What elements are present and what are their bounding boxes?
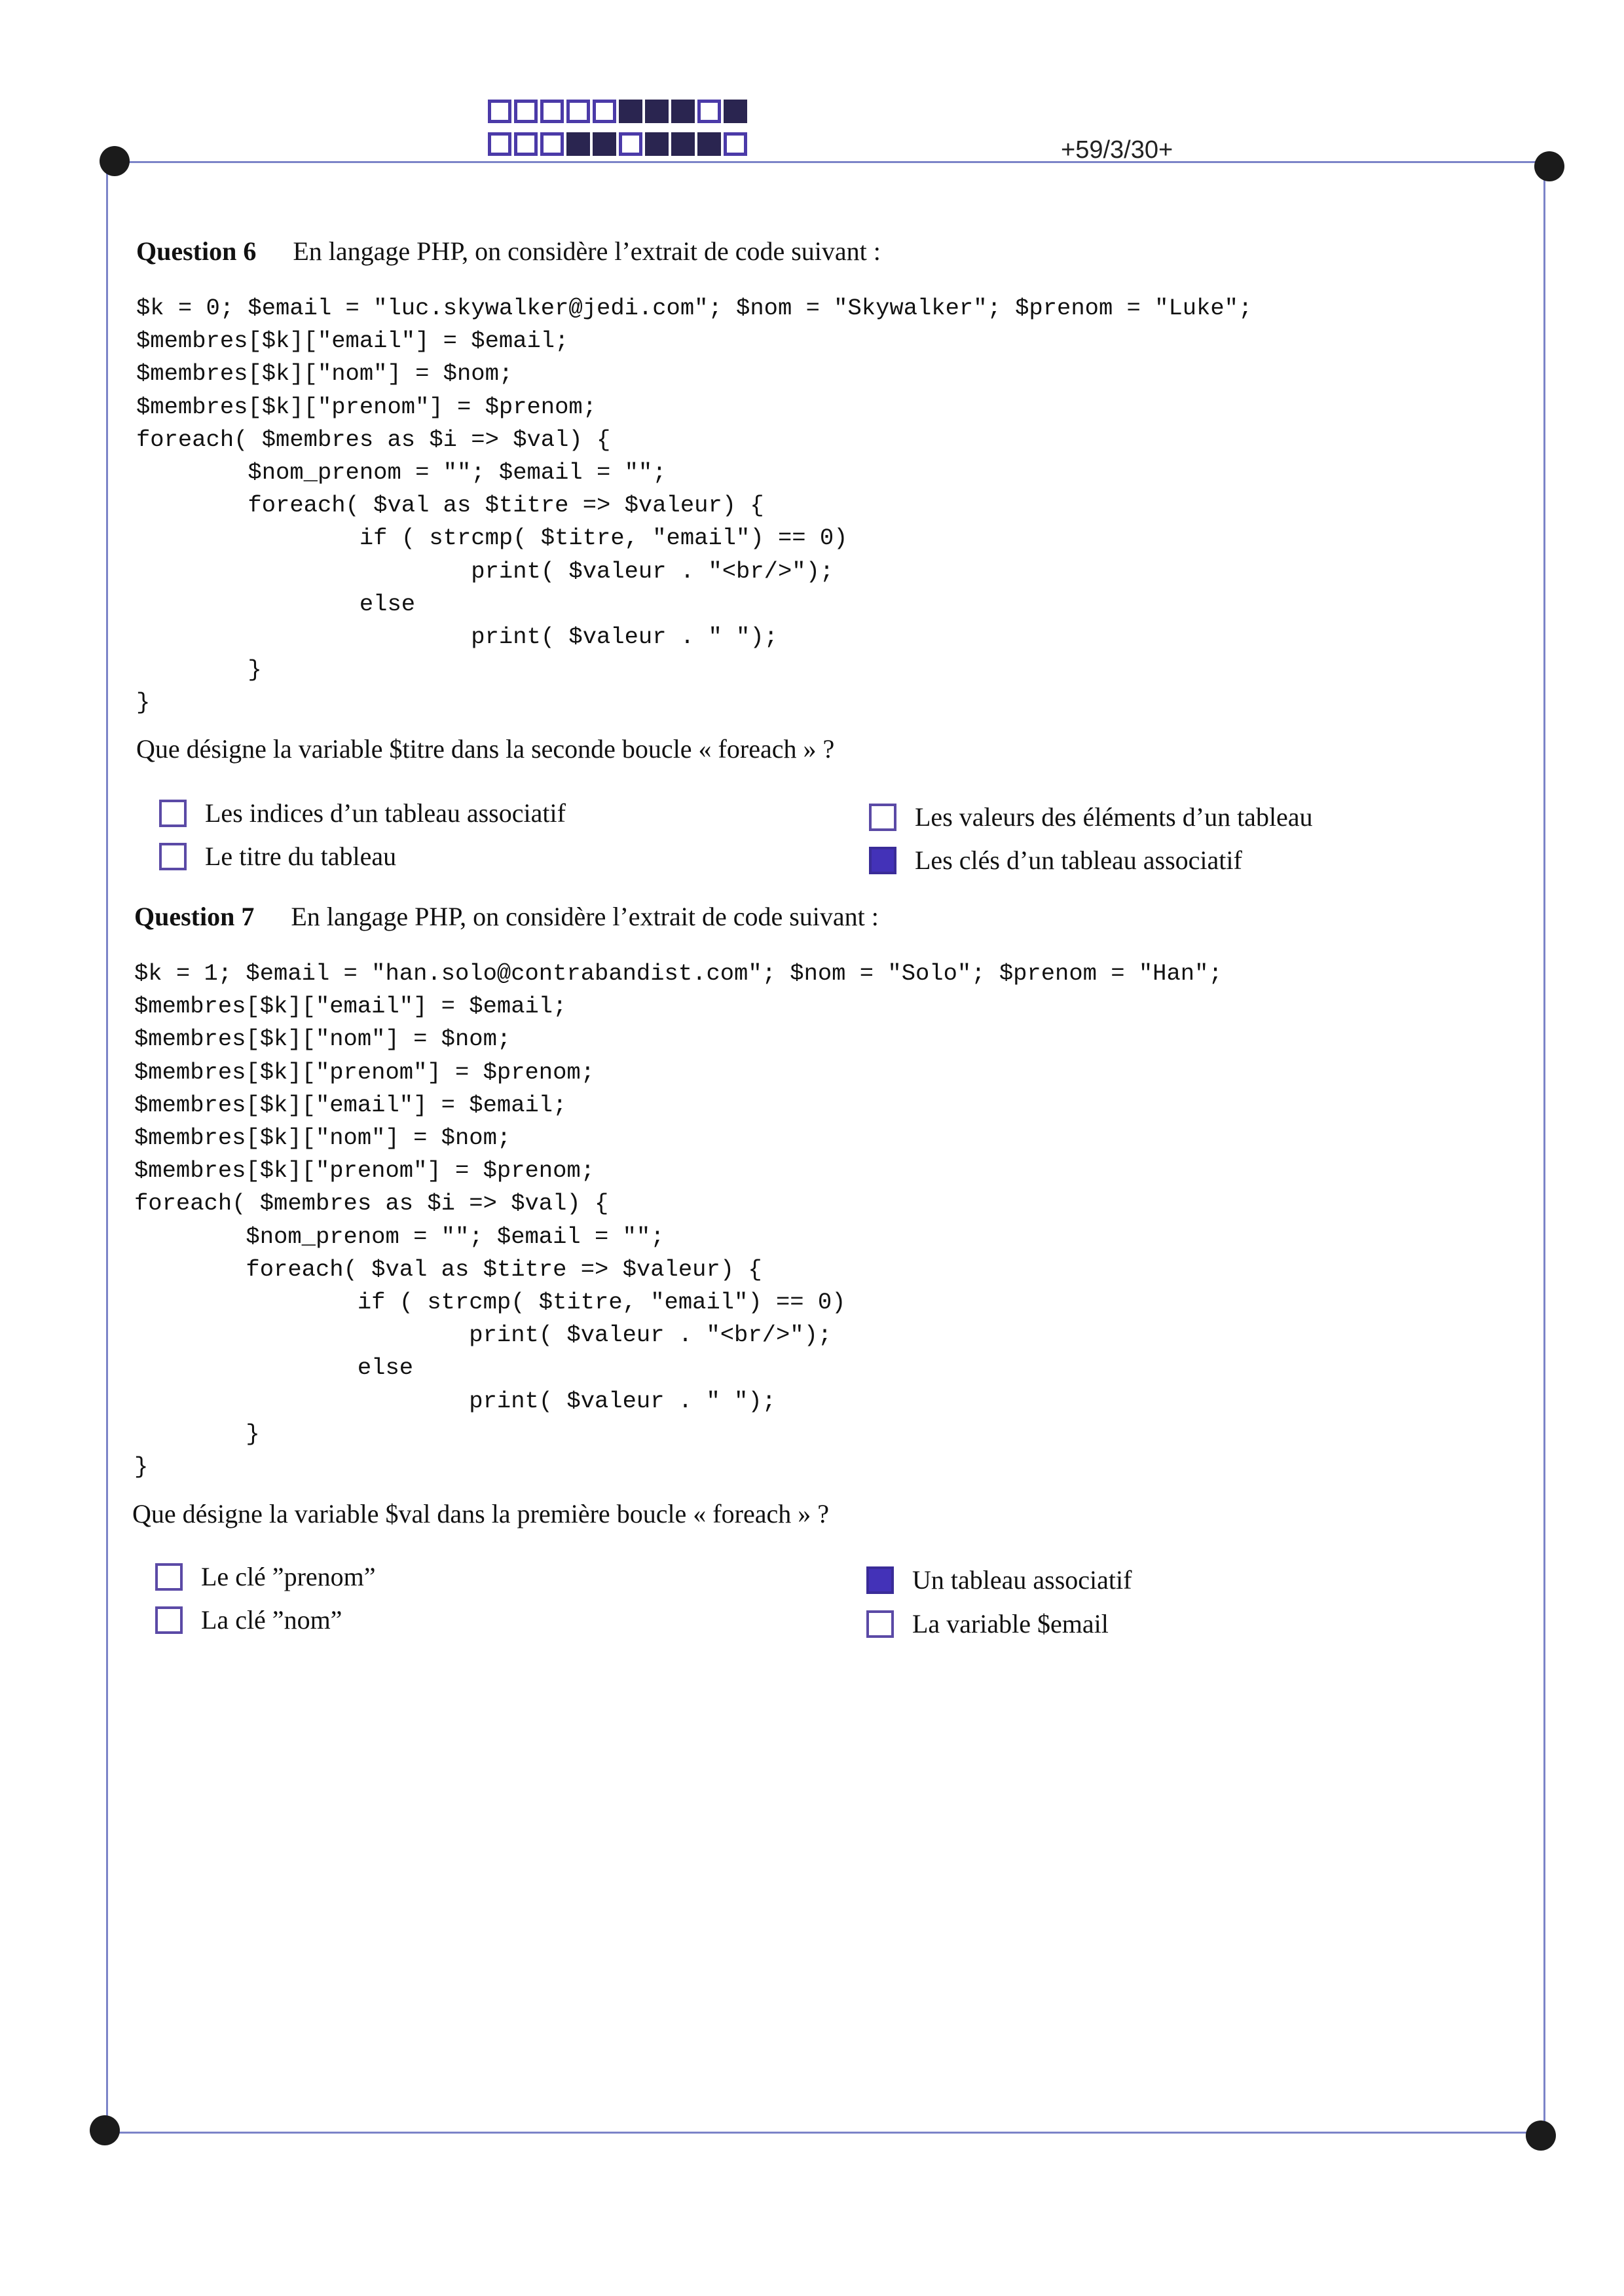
- q6-option-cles[interactable]: [869, 845, 1242, 876]
- frame-left-line: [106, 161, 108, 2132]
- answer-checkbox-checked[interactable]: [866, 1566, 894, 1594]
- barcode-cell: [593, 132, 616, 156]
- barcode-cell: [593, 100, 616, 123]
- question-7-header: [134, 901, 879, 932]
- corner-marker-top-left: [100, 146, 130, 176]
- answer-checkbox[interactable]: [155, 1563, 183, 1591]
- q7-option-tableau-associatif[interactable]: [866, 1565, 1132, 1595]
- barcode-cell: [619, 100, 642, 123]
- barcode-cell: [540, 100, 564, 123]
- corner-marker-bottom-right: [1526, 2120, 1556, 2151]
- question-6-code: $k = 0; $email = "luc.skywalker@jedi.com"; $nom = "Skywalker"; $prenom = "Luke"; $membres[$k]["email"] = $email; $membres[$k]["nom"] = $nom; $membres[$k]["prenom"] = $prenom; foreach( $membres as $i => $val) { $nom_prenom = ""; $email = ""; foreach( $val as $titre => $valeur) { if ( strcmp( $titre, "email") == 0) print( $valeur . "<br/>"); else print( $valeur . " "); } }: [136, 295, 1253, 716]
- option-label: Les valeurs des éléments d’un tableau: [915, 802, 1313, 832]
- question-number: Question 6: [136, 236, 257, 266]
- option-label: Un tableau associatif: [912, 1565, 1132, 1595]
- answer-checkbox[interactable]: [159, 843, 187, 870]
- barcode-row-2: [488, 132, 750, 156]
- question-6-header: [136, 236, 881, 267]
- barcode-cell: [671, 132, 695, 156]
- corner-marker-top-right: [1534, 151, 1564, 181]
- barcode-cell: [488, 100, 511, 123]
- option-label: La variable $email: [912, 1609, 1109, 1639]
- question-7-code: $k = 1; $email = "han.solo@contrabandist.com"; $nom = "Solo"; $prenom = "Han"; $membres[$k]["email"] = $email; $membres[$k]["nom"] = $nom; $membres[$k]["prenom"] = $prenom; $membres[$k]["email"] = $email; $membres[$k]["nom"] = $nom; $membres[$k]["prenom"] = $prenom; foreach( $membres as $i => $val) { $nom_prenom = ""; $email = ""; foreach( $val as $titre => $valeur) { if ( strcmp( $titre, "email") == 0) print( $valeur . "<br/>"); else print( $valeur . " "); } }: [134, 960, 1223, 1481]
- frame-top-line: [115, 161, 1552, 163]
- option-label: La clé ”nom”: [201, 1605, 342, 1635]
- q7-option-cle-prenom[interactable]: [155, 1561, 376, 1592]
- option-label: Les clés d’un tableau associatif: [915, 845, 1242, 875]
- barcode-cell: [724, 132, 747, 156]
- answer-checkbox-checked[interactable]: [869, 847, 896, 874]
- barcode-cell: [645, 132, 669, 156]
- q6-option-indices[interactable]: [159, 798, 566, 828]
- question-intro: En langage PHP, on considère l’extrait de code suivant :: [293, 236, 881, 266]
- question-6-prompt: Que désigne la variable $titre dans la seconde boucle « foreach » ?: [136, 734, 835, 764]
- barcode-cell: [671, 100, 695, 123]
- barcode-cell: [488, 132, 511, 156]
- answer-checkbox[interactable]: [869, 804, 896, 831]
- question-intro: En langage PHP, on considère l’extrait de code suivant :: [291, 902, 879, 931]
- page-identifier: +59/3/30+: [1061, 136, 1173, 164]
- barcode-row-1: [488, 100, 750, 123]
- q7-option-cle-nom[interactable]: [155, 1604, 342, 1635]
- option-label: Le titre du tableau: [205, 842, 397, 871]
- question-number: Question 7: [134, 902, 255, 931]
- q6-option-valeurs[interactable]: [869, 802, 1313, 832]
- barcode-cell: [566, 100, 590, 123]
- answer-checkbox[interactable]: [155, 1606, 183, 1634]
- question-7-prompt: Que désigne la variable $val dans la première boucle « foreach » ?: [132, 1499, 829, 1528]
- option-label: Les indices d’un tableau associatif: [205, 798, 566, 828]
- barcode-cell: [619, 132, 642, 156]
- q7-option-variable-email[interactable]: [866, 1608, 1109, 1639]
- option-label: Le clé ”prenom”: [201, 1562, 376, 1591]
- q6-option-titre[interactable]: [159, 841, 396, 872]
- barcode-cell: [566, 132, 590, 156]
- barcode-cell: [514, 132, 538, 156]
- frame-bottom-line: [106, 2132, 1545, 2134]
- barcode-cell: [645, 100, 669, 123]
- barcode-cell: [697, 132, 721, 156]
- barcode-cell: [697, 100, 721, 123]
- frame-right-line: [1543, 161, 1545, 2132]
- answer-checkbox[interactable]: [866, 1610, 894, 1638]
- barcode-cell: [724, 100, 747, 123]
- answer-checkbox[interactable]: [159, 800, 187, 827]
- corner-marker-bottom-left: [90, 2115, 120, 2145]
- barcode-cell: [540, 132, 564, 156]
- barcode-cell: [514, 100, 538, 123]
